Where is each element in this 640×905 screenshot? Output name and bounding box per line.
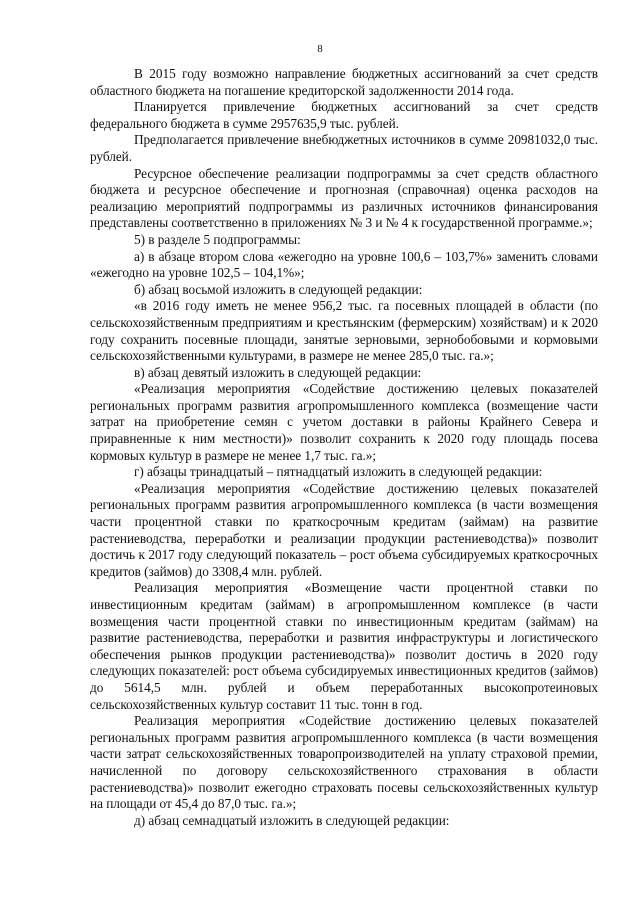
paragraph: «в 2016 году иметь не менее 956,2 тыс. га посевных площадей в области (по сельскохозяйственным предприятиям и крестьянским (фермерским) хозяйствам) и к 2020 году сохранить посевные площади, занятые зерновыми, зернобобовыми и кормовыми сельскохозяйственными культурами, в размере не менее 285,0 тыс. га.»; bbox=[90, 298, 598, 364]
paragraph: б) абзац восьмой изложить в следующей редакции: bbox=[134, 281, 423, 297]
paragraph: в) абзац девятый изложить в следующей редакции: bbox=[134, 364, 422, 380]
paragraph: Реализация мероприятия «Содействие достижению целевых показателей региональных программ развития агропромышленного комплекса (в части возмещения части затрат сельскохозяйственных товаропроизводителей на уплату страховой премии, начисленной по договору сельскохозяйственного страхования в области растениеводства)» позволит ежегодно страховать посевы сельскохозяйственных культур на площади от 45,4 до 87,0 тыс. га.»; bbox=[90, 713, 598, 812]
paragraph: д) абзац семнадцатый изложить в следующей редакции: bbox=[134, 812, 450, 828]
paragraph: «Реализация мероприятия «Содействие достижению целевых показателей региональных программ развития агропромышленного комплекса (возмещение части затрат на приобретение семян с учетом доставки в районы Крайнего Севера и приравненные к ним местности)» позволит сохранить к 2020 году площадь посева кормовых культур в размере не менее 1,7 тыс. га.»; bbox=[90, 381, 598, 463]
paragraph: Предполагается привлечение внебюджетных источников в сумме 20981032,0 тыс. рублей. bbox=[90, 132, 598, 164]
paragraph: Реализация мероприятия «Возмещение части процентной ставки по инвестиционным кредитам (займам) в агропромышленном комплексе (в части возмещения части процентной ставки по инвестиционным кредитам (займам) на развитие растениеводства, переработки и развития инфраструктуры и логистического обеспечения рынков продукции растениеводства)» позволит достичь в 2020 году следующих показателей: рост объема субсидируемых инвестиционных кредитов (займов) до 5614,5 млн. рублей и объем переработанных высокопротеиновых сельскохозяйственных культур составит 11 тыс. тонн в год. bbox=[90, 580, 598, 712]
paragraph: г) абзацы тринадцатый – пятнадцатый изложить в следующей редакции: bbox=[134, 464, 543, 480]
page-number: 8 bbox=[317, 43, 323, 55]
paragraph: Планируется привлечение бюджетных ассигнований за счет средств федерального бюджета в сумме 2957635,9 тыс. рублей. bbox=[90, 99, 598, 131]
paragraph: В 2015 году возможно направление бюджетных ассигнований за счет средств областного бюджета на погашение кредиторской задолженности 2014 года. bbox=[90, 66, 598, 98]
paragraph: а) в абзаце втором слова «ежегодно на уровне 100,6 – 103,7%» заменить словами «ежегодно на уровне 102,5 – 104,1%»; bbox=[90, 248, 598, 281]
paragraph: 5) в разделе 5 подпрограммы: bbox=[134, 231, 301, 247]
paragraph: Ресурсное обеспечение реализации подпрограммы за счет средств областного бюджета и ресурсное обеспечение и прогнозная (справочная) оценка расходов на реализацию мероприятий подпрограммы из различных источников финансирования представлены соответственно в приложениях № 3 и № 4 к государственной программе.»; bbox=[90, 165, 598, 231]
document-body bbox=[90, 66, 598, 829]
paragraph: «Реализация мероприятия «Содействие достижению целевых показателей региональных программ развития агропромышленного комплекса (в части возмещения части процентной ставки по краткосрочным кредитам (займам) на развитие растениеводства, переработки и реализации продукции растениеводства)» позволит достичь к 2017 году следующий показатель – рост объема субсидируемых краткосрочных кредитов (займов) до 3308,4 млн. рублей. bbox=[90, 480, 598, 579]
